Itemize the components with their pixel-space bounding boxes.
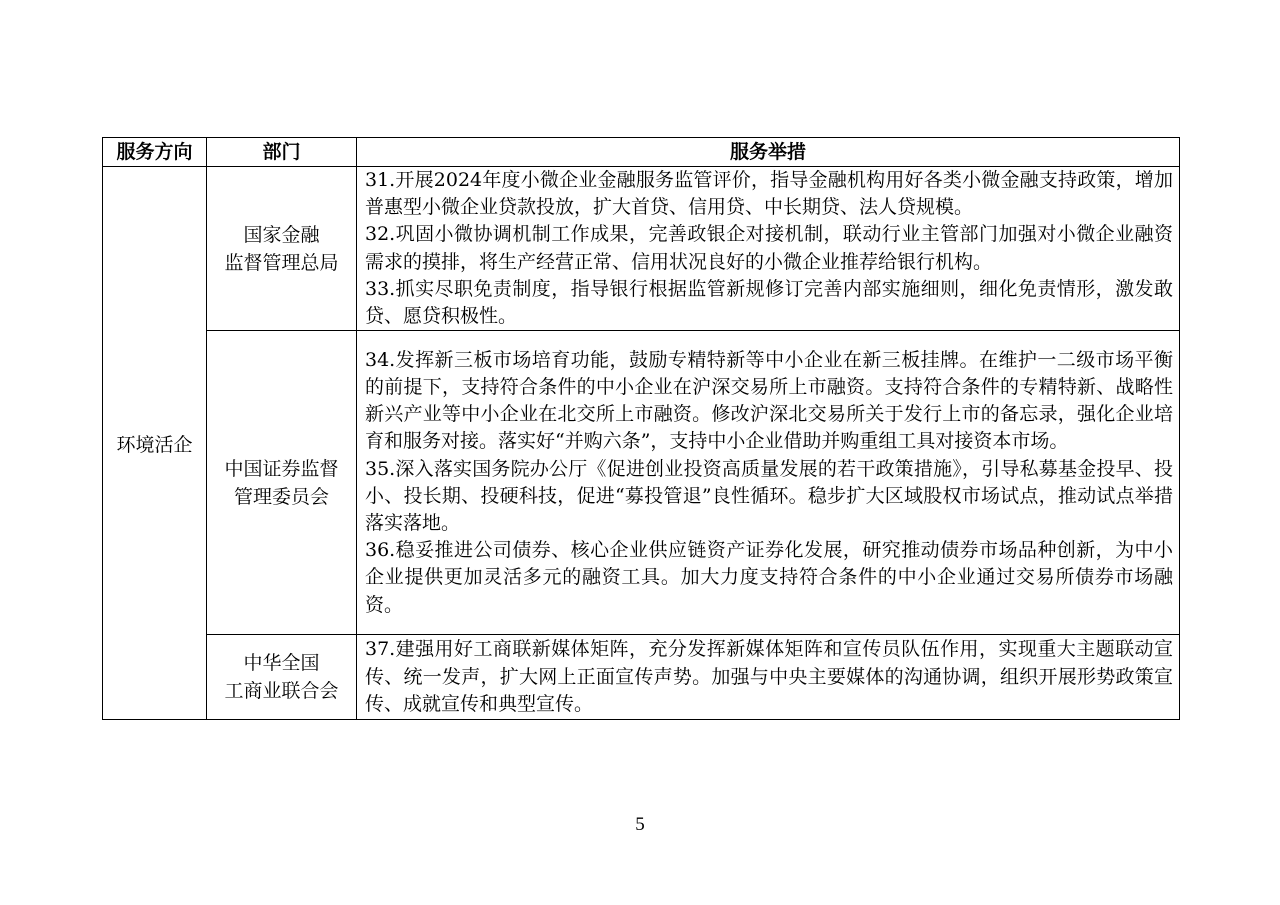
department-name-line: 管理委员会 [233, 485, 329, 508]
table-body [103, 167, 1180, 720]
measure-item: 32.巩固小微协调机制工作成果，完善政银企对接机制，联动行业主管部门加强对小微企业融资需求的摸排，将生产经营正常、信用状况良好的小微企业推荐给银行机构。 [365, 223, 1173, 273]
measure-item: 34.发挥新三板市场培育功能，鼓励专精特新等中小企业在新三板挂牌。在维护一二级市场平衡的前提下，支持符合条件的中小企业在沪深交易所上市融资。支持符合条件的专精特新、战略性新兴产业等中小企业在北交所上市融资。修改沪深北交易所关于发行上市的备忘录，强化企业培育和服务对接。落实好“并购六条”，支持中小企业借助并购重组工具对接资本市场。 [365, 348, 1173, 453]
measure-item: 33.抓实尽职免责制度，指导银行根据监管新规修订完善内部实施细则，细化免责情形，激发敢贷、愿贷积极性。 [365, 277, 1173, 328]
department-name-line: 工商业联合会 [224, 680, 339, 703]
header-service-direction: 服务方向 [103, 138, 207, 167]
department-name-line: 中国证券监督 [224, 457, 339, 480]
department-cell [207, 635, 357, 720]
measures-table [102, 137, 1180, 720]
department-name-line: 国家金融 [243, 223, 320, 246]
header-row [103, 138, 1180, 167]
measure-item: 31.开展2024年度小微企业金融服务监管评价，指导金融机构用好各类小微金融支持政策，增加普惠型小微企业贷款投放，扩大首贷、信用贷、中长期贷、法人贷规模。 [365, 169, 1173, 219]
header-service-measures: 服务举措 [357, 138, 1180, 167]
measures-cell [357, 331, 1180, 635]
service-direction-cell: 环境活企 [103, 167, 207, 720]
header-department: 部门 [207, 138, 357, 167]
table-row [103, 331, 1180, 635]
table-row [103, 167, 1180, 331]
department-cell [207, 331, 357, 635]
measure-item: 36.稳妥推进公司债券、核心企业供应链资产证券化发展，研究推动债券市场品种创新，为中小企业提供更加灵活多元的融资工具。加大力度支持符合条件的中小企业通过交易所债券市场融资。 [365, 539, 1173, 616]
department-name-line: 监督管理总局 [224, 251, 339, 274]
measure-item: 35.深入落实国务院办公厅《促进创业投资高质量发展的若干政策措施》，引导私募基金投早、投小、投长期、投硬科技，促进“募投管退”良性循环。稳步扩大区域股权市场试点，推动试点举措落实落地。 [365, 457, 1173, 534]
table-row [103, 635, 1180, 720]
page-number: 5 [635, 814, 645, 835]
measure-item: 37.建强用好工商联新媒体矩阵，充分发挥新媒体矩阵和宣传员队伍作用，实现重大主题联动宣传、统一发声，扩大网上正面宣传声势。加强与中央主要媒体的沟通协调，组织开展形势政策宣传、成就宣传和典型宣传。 [365, 638, 1173, 715]
measures-cell [357, 635, 1180, 720]
measures-cell [357, 167, 1180, 331]
department-cell [207, 167, 357, 331]
table-header [103, 138, 1180, 167]
department-name-line: 中华全国 [243, 652, 320, 675]
